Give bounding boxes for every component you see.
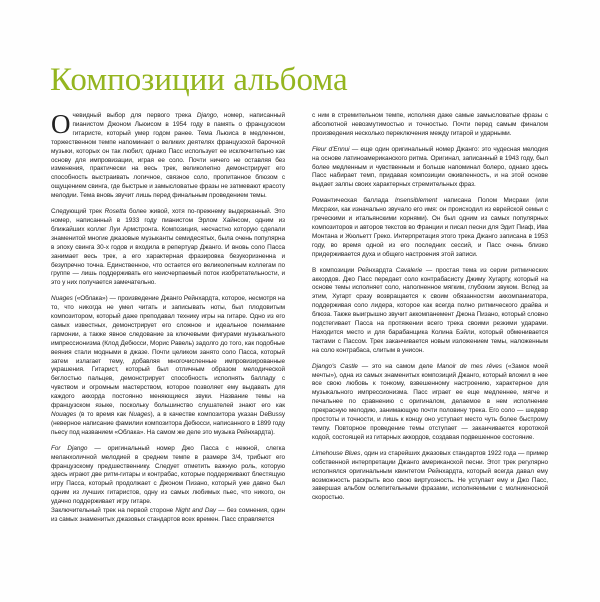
text: ), а в качестве композитора указан DeBussy (неверное написание фамилии композитора Дебюсси, написанного в 1899 году пьесу под названием «Облака». На самом же деле это музыка Рейнхардта). [51, 411, 285, 436]
text: В композиции Рейнхардта [312, 266, 396, 274]
page-title: Композиции альбома [50, 62, 348, 98]
paragraph-limehouse-blues [312, 450, 548, 503]
paragraph-night-and-day-cont: с ним в стремительном темпе, исполняя даже самые замысловатые фразы с абсолютной невозмутимостью и точностью. Почти перед самым финалом произведения несколько переключения между гитарой и ударными. [312, 112, 548, 137]
text: Следующий трек [51, 208, 105, 216]
text: более живой, хотя по-прежнему выдержанный. Это номер, написанный в 1933 году пианистом Эрлом Хайнсом, одним из ближайших коллег Луи Армстронга. Композиция, несчастно которую сделали знаменитой многие джазовые музыканты семидесятых, была очень популярна в эпоху свинга 30-х годов и входила в репертуар Джанго. И вновь соло Пасса занимает весь трек, а его характерная фразировка безукоризненна и безупречно точна. Единственное, что остается его великолепным коллегам по группе — лишь поддерживать его неисчерпаемый поток изобретательности, и это у них получается замечательно. [51, 208, 285, 287]
right-column [312, 112, 548, 510]
title-nuages: Nuages [128, 411, 151, 418]
text: — оригинальный номер Джо Пасса с нежной, слегка меланхоличной мелодией в среднем темпе в размере 3/4, трибьют его французскому предшественнику. Следует отметить важную роль, которую здесь играют две ритм-гитары и контрабас, которые поддерживают блестящую игру Пасса, который продолжает с Джоном Пизано, который уже давно был одним из лучших гитаристов, одну из самых любимых пьес, что никого, он удачно поддерживает игру гитаре. [51, 444, 286, 506]
track-title-limehouse-blues: Limehouse Blues [312, 449, 361, 457]
paragraph-fleur-dennui [312, 146, 548, 191]
text: — простая тема из серии ритмических аккордов. Джо Пасс передает соло контрабасисту Джиму Хугарту, который на основе темы исполняет соло, наполненное мягким, глубоким звуком. Вслед за этим, Хугарт сразу возвращается к своим обязанностям аккомпаниатора, поддерживая соло лидера, которое как всегда полно ритмического драйва и блюза. Также выигрышно звучит аккомпанемент Джона Пизано, который словно подстегивает Пасса на протяжении всего трека своими резкими ударами. Находится место и для барабанщика Колина Бэйли, который обменивается тактами с Пассом. Трек заканчивается новым изложением темы, наложенным на соло контрабаса, слитым в унисон. [312, 266, 548, 354]
paragraph-nuages [51, 295, 285, 438]
track-title-djangos-castle: Django's Castle [312, 362, 358, 370]
text: чевидный выбор для первого трека [72, 112, 197, 119]
text: («Облака») — произведение Джанго Рейнхардта, которое, несмотря на то, что никогда не умел читать и записывать ноты, был плодовитым композитором, который даже преподавал технику игры на гитаре. Одно из его самых известных, демонстрирует его сложное и идеальное понимание гармонии, а также явное следование за ключевыми фигурами музыкального импрессионизма (Клод Дебюсси, Морис Равель) задолго до того, как подобные веяния стали модными в джазе. Почти целиком занято соло Пасса, который затем излагает тему, добавляя многочисленные импровизированные украшения. Гитарист, который был отличным образом мелодической беглостью пальцев, демонстрирует способность исполнять балладу с чувством и огромным мастерством, которое позволяет ему выдавать для каждого аккорда постоянно меняющиеся звуки. Название темы на французском языке, поскольку большинство слушателей знают его как [51, 295, 285, 410]
text: написана Полом Мисраки (или Мисрахи, как изначально звучало его имя: он происходил из еврейской семьи с греческими и итальянскими корнями). Он был одним из самых популярных композиторов и авторов текстов во Франции и писал песни для Эдит Пиаф, Ива Монтана и Жюльетт Греко. Интерпретация этого трека Джанго записана в 1953 году, во время одной из его последних сессий, и Пасс очень близко придерживается духа и общего настроения этой записи. [312, 197, 548, 258]
text: , один из старейших джазовых стандартов 1922 года — пример собственной интерпретации Джанго американской песни. Этот трек регулярно исполнялся оригинальным квинтетом Рейнхардта, который всегда давал ему возможность раскрыть всю свою виртуозность. Не уступает ему и Джо Пасс, завершая альбом ослепительными фразами, исполняемыми с молниеносной скоростью. [312, 449, 548, 502]
text: — еще один оригинальный номер Джанго: это чудесная мелодия на основе латиноамериканского ритма. Оригинал, записанный в 1943 году, был более медленным и чувственным и больше напоминал болеро, однако здесь Пасс набирает темп, придавая композиции оживленность, и на этой основе выдает залпы своих характерных стремительных фраз. [312, 145, 548, 189]
text: (в то время как [76, 411, 129, 418]
drop-cap: О [51, 109, 71, 139]
track-title-fleur-dennui: Fleur d'Ennui [312, 145, 350, 153]
track-title-rosetta: Rosetta [104, 208, 127, 216]
paragraph-for-django [51, 445, 285, 525]
title-nouages: Nouages [51, 411, 77, 418]
text: — без сомнения, один из самых знаменитых джазовых стандартов всех времен. Пасс справляется [51, 507, 285, 523]
track-title-nuages: Nuages [51, 295, 73, 303]
paragraph-djangos-castle [312, 363, 548, 443]
text: , номер, написанный пианистом Джоном Льюисом в 1954 году в память о французском гитаристе, который умер годом ранее. Тема Льюиса в медленном, торжественном темпе напоминает о великих деятелях французской барочной музыки, которых он так любил; однако Пасс использует ее исключительно как основу для импровизации, играя ее соло. Почти ничего не оставляя без изменения, практически на весь трек, великолепно демонстрирует его способность выстраивать логичное, связное соло, пропитанное блюзом с ощущением свинга, где быстрые и замысловатые фразы не затмевают красоту мелодии. Тема вновь звучит лишь перед финальным проведением темы. [51, 112, 285, 200]
track-title-night-and-day: Night and Day [175, 507, 217, 515]
paragraph-insensiblement [312, 197, 548, 259]
text: («Замок моей мечты»), одна из самых знаменитых композиций Джанго, который вложил в нее все свою любовь к тонкому, взвешенному настроению, характерное для музыкального импрессионизма. Пасс играет ее еще медленнее, мягче и печальнее по сравнению с оригиналом, делаемое в нем исполнение прекрасную мелодию, занимающую почти половину трека. Его соло — шедевр простоты и точности, и лишь к концу оно уступает место чуть более быстрому темпу. Повторное проведение темы отступает — заканчивается коротокой кодой, состоящей из гитарных аккордов, создавая подвешенное состояние. [312, 362, 548, 441]
paragraph-cavalerie [312, 267, 548, 356]
text: Заключительный трек на первой стороне [51, 507, 176, 515]
track-title-for-django: For Django [51, 444, 88, 452]
title-manoir-de-mes-reves: Manoir de mes rêves [436, 362, 502, 370]
track-title-cavalerie: Cavalerie [395, 266, 423, 274]
track-title-insensiblement: Insensiblement [394, 197, 438, 205]
text: — это на самом деле [357, 362, 437, 370]
paragraph-rosetta [51, 208, 285, 288]
text: Романтическая баллада [312, 197, 395, 205]
track-title-django: Django [196, 112, 217, 119]
paragraph-django [51, 109, 285, 201]
left-column [51, 109, 286, 531]
